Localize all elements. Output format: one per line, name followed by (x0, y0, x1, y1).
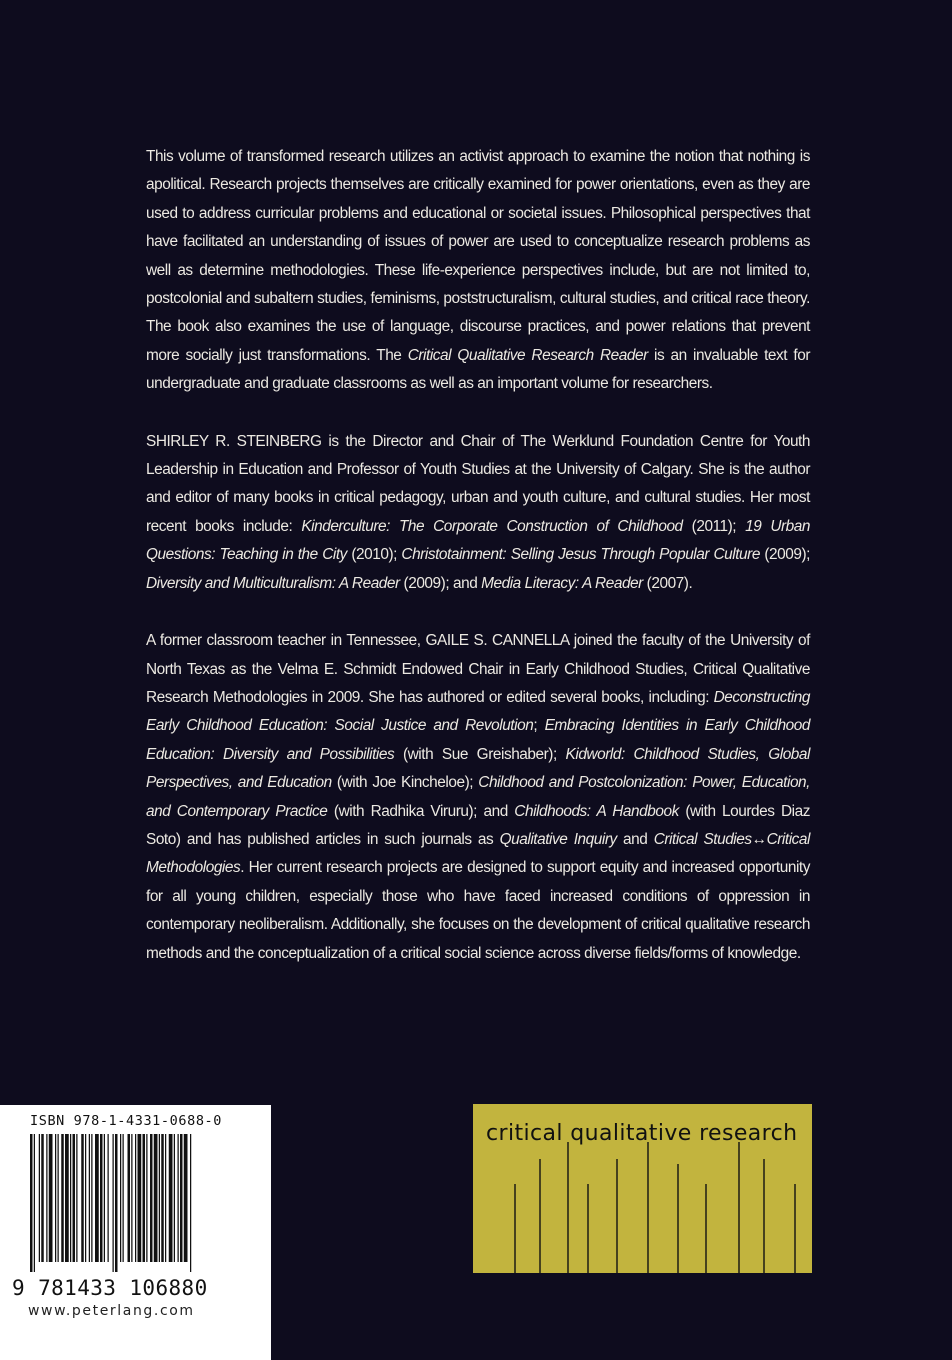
blurb-paragraph (146, 143, 810, 399)
barcode-bar (46, 1134, 47, 1262)
barcode-bar (180, 1134, 183, 1262)
barcode-bar (115, 1134, 118, 1272)
barcode-bar (154, 1134, 158, 1262)
barcode-bar (174, 1134, 175, 1262)
bio-text: ; (533, 717, 545, 735)
book-title: Christotainment: Selling Jesus Through Popular Culture (401, 546, 760, 564)
bio-text: (with Joe Kincheloe); (331, 774, 479, 792)
barcode-bar (49, 1134, 53, 1262)
bio-text: (2011); (682, 517, 746, 535)
isbn-label: ISBN 978-1-4331-0688-0 (30, 1113, 223, 1129)
book-title: Childhood and Postcolonization: Power, Education, and Contemporary Practice (146, 774, 810, 820)
bio-text: . Her current research projects are designed to support equity and increased opportunity for all young children, especially those who have faced increased conditions of oppression in contemporary neoliberalism. Additionally, she focuses on the development of critical qualitative research methods and the conceptualization of a critical social science across diverse fields/forms of knowledge. (146, 859, 810, 962)
barcode-bar (165, 1134, 166, 1262)
author-bio-steinberg (146, 428, 810, 598)
barcode-bar (146, 1134, 147, 1262)
book-title: Kidworld: Childhood Studies, Global Perspectives, and Education (146, 745, 810, 792)
barcode-bar (184, 1134, 188, 1262)
barcode-bar (41, 1134, 44, 1262)
back-cover-copy (146, 143, 810, 997)
barcode-bar (131, 1134, 132, 1262)
book-title: Kinderculture: The Corporate Construction of Childhood (301, 517, 683, 535)
barcode-bar (70, 1134, 71, 1262)
barcode-bar (85, 1134, 86, 1262)
bio-text: A former classroom teacher in Tennessee, GAILE S. CANNELLA joined the faculty of the University of North Texas as the Velma E. Schmidt Endowed Chair in Early Childhood Studies, Critical Qualitative Research Methodologies in 2009. She has authored or edited several books, including: (146, 632, 810, 706)
book-title: Embracing Identities in Early Childhood Education: Diversity and Possibilities (146, 717, 811, 763)
barcode-bar (91, 1134, 92, 1262)
barcode-bar (143, 1134, 146, 1262)
barcode-bar (104, 1134, 105, 1262)
bio-text: SHIRLEY R. STEINBERG is the Director and Chair of The Werklund Foundation Centre for Youth Leadership in Education and Professor of Youth Studies at the University of Calgary. She is the author and editor of many books in critical pedagogy, urban and youth culture, and cultural studies. Her most recent books include: (146, 432, 810, 535)
bio-text: (2007). (642, 574, 693, 592)
journal-title: Critical Studies↔Critical Methodologies (146, 830, 811, 877)
bio-text: (with Sue Greishaber); (394, 745, 566, 763)
barcode-bar (161, 1134, 164, 1262)
barcode-bar (55, 1134, 56, 1262)
bio-text: (with Radhika Viruru); and (327, 802, 515, 820)
barcode-bar (120, 1134, 121, 1262)
barcode-bar (30, 1134, 33, 1272)
barcode-bar (190, 1134, 191, 1272)
barcode-bar (39, 1134, 40, 1262)
book-title: Childhoods: A Handbook (514, 802, 679, 820)
series-title: critical qualitative research (486, 1121, 798, 1146)
barcode-digits: 9 781433 106880 (12, 1276, 208, 1300)
book-title: Deconstructing Early Childhood Education: Social Justice and Revolution (146, 688, 810, 735)
barcode-bar (123, 1134, 124, 1262)
barcode-bar (95, 1134, 99, 1262)
barcode-bar (178, 1134, 179, 1262)
bio-text: (with Lourdes Diaz Soto) and has published articles in such journals as (146, 802, 810, 848)
barcode-bar (61, 1134, 64, 1262)
barcode-bar (89, 1134, 90, 1262)
barcode-bar (34, 1134, 35, 1272)
barcode-bar (113, 1134, 114, 1272)
blurb-text: This volume of transformed research utilizes an activist approach to examine the notion that nothing is apolitical. Research projects themselves are critically examined for power orientations, even as they are used to address curricular problems and educational or societal issues. Philosophical perspectives that have facilitated an understanding of issues of power are used to conceptualize research problems as well as determine methodologies. These life-experience perspectives include, but are not limited to, postcolonial and subaltern studies, feminisms, poststructuralism, cultural studies, and critical race theory. The book also examines the use of language, discourse practices, and power relations that prevent more socially just transformations. The (146, 148, 810, 364)
bio-text: (2009); and (399, 574, 482, 592)
journal-title: Qualitative Inquiry (499, 830, 617, 848)
book-title: Diversity and Multiculturalism: A Reader (146, 574, 400, 592)
book-title: 19 Urban Questions: Teaching in the City (146, 517, 811, 564)
series-graphic-icon (473, 1104, 812, 1273)
book-title: Media Literacy: A Reader (481, 574, 643, 592)
barcode-bar (100, 1134, 103, 1262)
barcode-bar (159, 1134, 160, 1262)
barcode-bar (138, 1134, 142, 1262)
bio-text: and (616, 830, 654, 848)
bio-text: (2009); (759, 546, 810, 564)
author-bio-cannella (146, 627, 810, 968)
book-title: Critical Qualitative Research Reader (407, 346, 648, 364)
barcode-bar (58, 1134, 59, 1262)
barcode-icon (26, 1134, 248, 1274)
barcode-bar (73, 1134, 76, 1262)
barcode-bar (108, 1134, 109, 1262)
blurb-text-end: is an invaluable text for undergraduate and graduate classrooms as well as an important volume for researchers. (146, 346, 810, 393)
barcode-bar (65, 1134, 69, 1262)
barcode-bar (169, 1134, 173, 1262)
barcode-bar (135, 1134, 136, 1262)
barcode-bar (81, 1134, 84, 1262)
barcode-bar (128, 1134, 131, 1262)
barcode-bar (150, 1134, 153, 1262)
publisher-url: www.peterlang.com (28, 1303, 195, 1319)
bio-text: (2010); (346, 546, 402, 564)
barcode-bar (76, 1134, 77, 1262)
